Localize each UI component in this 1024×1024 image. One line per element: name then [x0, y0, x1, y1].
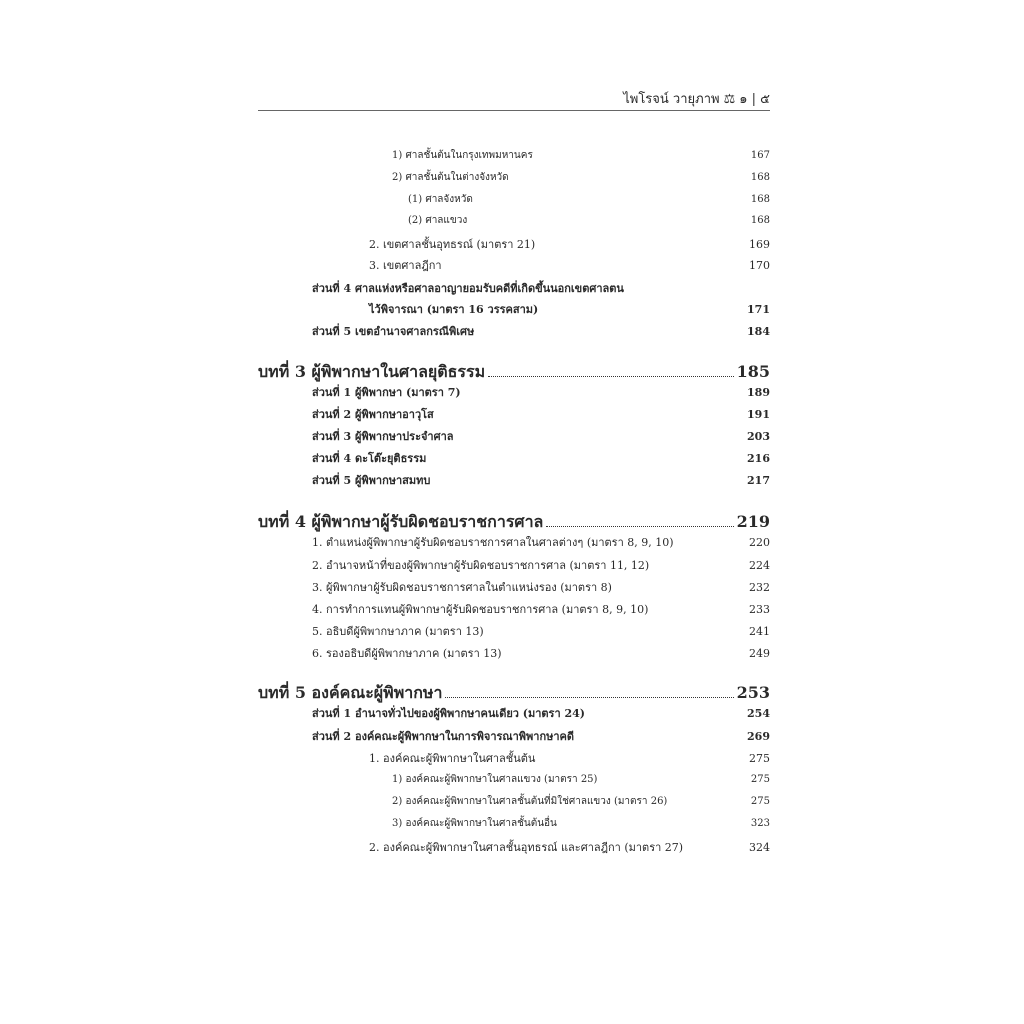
toc-section: ส่วนที่ 2 ผู้พิพากษาอาวุโส 191	[312, 408, 770, 421]
toc-section: ส่วนที่ 5 ผู้พิพากษาสมทบ 217	[312, 474, 770, 487]
toc-chapter: บทที่ 3 ผู้พิพากษาในศาลยุติธรรม 185	[258, 362, 770, 381]
toc-chapter: บทที่ 4 ผู้พิพากษาผู้รับผิดชอบราชการศาล 219	[258, 512, 770, 531]
toc-entry: 1. ตำแหน่งผู้พิพากษาผู้รับผิดชอบราชการศาลในศาลต่างๆ (มาตรา 8, 9, 10) 220	[312, 536, 770, 549]
toc-section: ส่วนที่ 4 ศาลแห่งหรือศาลอาญายอมรับคดีที่เกิดขึ้นนอกเขตศาลตน	[312, 282, 624, 295]
toc-entry: 5. อธิบดีผู้พิพากษาภาค (มาตรา 13) 241	[312, 625, 770, 638]
toc-entry: 4. การทำการแทนผู้พิพากษาผู้รับผิดชอบราชการศาล (มาตรา 8, 9, 10) 233	[312, 603, 770, 616]
toc-section: ไว้พิจารณา (มาตรา 16 วรรคสาม) 171	[369, 303, 770, 316]
toc-entry: 2. เขตศาลชั้นอุทธรณ์ (มาตรา 21) 169	[369, 238, 770, 251]
toc-entry: 3. เขตศาลฎีกา 170	[369, 259, 770, 272]
toc-entry: (2) ศาลแขวง 168	[408, 215, 770, 226]
scales-of-justice-icon: ⚖	[723, 92, 736, 107]
toc-entry: 2. อำนาจหน้าที่ของผู้พิพากษาผู้รับผิดชอบราชการศาล (มาตรา 11, 12) 224	[312, 559, 770, 572]
toc-entry: 2) ศาลชั้นต้นในต่างจังหวัด 168	[392, 172, 770, 183]
toc-entry: 2) องค์คณะผู้พิพากษาในศาลชั้นต้นที่มิใช่ศาลแขวง (มาตรา 26) 275	[392, 796, 770, 807]
toc-entry: 3. ผู้พิพากษาผู้รับผิดชอบราชการศาลในตำแหน่งรอง (มาตรา 8) 232	[312, 581, 770, 594]
toc-section: ส่วนที่ 5 เขตอำนาจศาลกรณีพิเศษ 184	[312, 325, 770, 338]
toc-section: ส่วนที่ 2 องค์คณะผู้พิพากษาในการพิจารณาพิพากษาคดี 269	[312, 730, 770, 743]
toc-entry: 1) องค์คณะผู้พิพากษาในศาลแขวง (มาตรา 25) 275	[392, 774, 770, 785]
toc-section: ส่วนที่ 1 อำนาจทั่วไปของผู้พิพากษาคนเดียว (มาตรา 24) 254	[312, 707, 770, 720]
toc-chapter: บทที่ 5 องค์คณะผู้พิพากษา 253	[258, 683, 770, 702]
toc-entry: 2. องค์คณะผู้พิพากษาในศาลชั้นอุทธรณ์ และศาลฎีกา (มาตรา 27) 324	[369, 841, 770, 854]
toc-entry: 1. องค์คณะผู้พิพากษาในศาลชั้นต้น 275	[369, 752, 770, 765]
toc-entry: (1) ศาลจังหวัด 168	[408, 194, 770, 205]
toc-section: ส่วนที่ 4 ดะโต๊ะยุติธรรม 216	[312, 452, 770, 465]
toc-entry: 3) องค์คณะผู้พิพากษาในศาลชั้นต้นอื่น 323	[392, 818, 770, 829]
toc-section: ส่วนที่ 3 ผู้พิพากษาประจำศาล 203	[312, 430, 770, 443]
toc-entry: 6. รองอธิบดีผู้พิพากษาภาค (มาตรา 13) 249	[312, 647, 770, 660]
toc-section: ส่วนที่ 1 ผู้พิพากษา (มาตรา 7) 189	[312, 386, 770, 399]
header-author: ไพโรจน์ วายุภาพ	[623, 92, 720, 107]
header-page-number: ๑ | ๕	[739, 92, 770, 107]
toc-entry: 1) ศาลชั้นต้นในกรุงเทพมหานคร 167	[392, 150, 770, 161]
